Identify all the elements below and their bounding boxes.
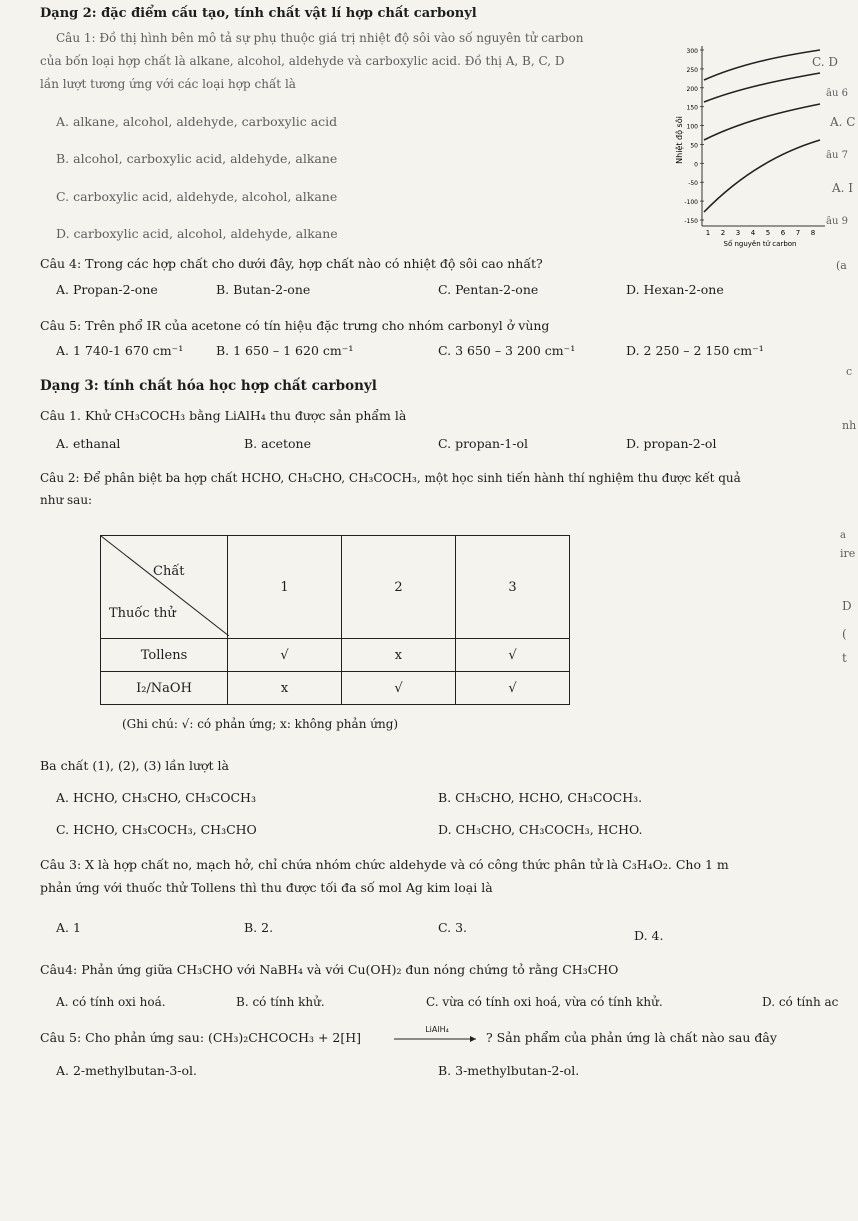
q1-line-1: Câu 1: Đồ thị hình bên mô tả sự phụ thuộc giá trị nhiệt độ sôi vào số nguyên tử carbon [56, 31, 584, 45]
y-tick-label: 50 [690, 142, 698, 150]
right-fragment-2: âu 6 [826, 88, 848, 99]
x-tick-label: 1 [705, 229, 711, 237]
section-title-2: Dạng 2: đặc điểm cấu tạo, tính chất vật lí hợp chất carbonyl [40, 6, 477, 21]
q4-text: Câu 4: Trong các hợp chất cho dưới đây, hợp chất nào có nhiệt độ sôi cao nhất? [40, 256, 543, 271]
table-col-header: 2 [341, 536, 455, 639]
s3q2-option-b: B. CH₃CHO, HCHO, CH₃COCH₃. [438, 790, 643, 805]
s3q1-option-d: D. propan-2-ol [626, 436, 717, 451]
table-row [101, 672, 570, 705]
x-tick-label: 3 [735, 229, 741, 237]
s3q4-option-a: A. có tính oxi hoá. [56, 995, 166, 1009]
s3q2-option-c: C. HCHO, CH₃COCH₃, CH₃CHO [56, 822, 257, 837]
curve-b [704, 73, 820, 102]
q5-option-c: C. 3 650 – 3 200 cm⁻¹ [438, 343, 576, 358]
reagent-table [100, 535, 570, 705]
y-tick-label: -150 [684, 218, 698, 225]
y-tick-label: 100 [686, 123, 698, 131]
q1-option-d: D. carboxylic acid, alcohol, aldehyde, alkane [56, 226, 338, 241]
s3q2-text-2: như sau: [40, 493, 93, 507]
s3q4-option-d: D. có tính ac [762, 995, 839, 1009]
s3q3-text-2: phản ứng với thuốc thử Tollens thì thu được tối đa số mol Ag kim loại là [40, 880, 493, 895]
q1-option-a: A. alkane, alcohol, aldehyde, carboxylic acid [56, 114, 338, 129]
right-fragment-8: c [846, 365, 853, 378]
q5-text: Câu 5: Trên phổ IR của acetone có tín hiệu đặc trưng cho nhóm carbonyl ở vùng [40, 318, 550, 333]
s3q5-text-after: ? Sản phẩm của phản ứng là chất nào sau đây [486, 1030, 777, 1045]
s3q1-option-c: C. propan-1-ol [438, 436, 528, 451]
curve-a [704, 104, 820, 140]
q1-line-3: lần lượt tương ứng với các loại hợp chất là [40, 77, 296, 91]
arrow-icon [392, 1024, 482, 1050]
right-fragment-1: C. D [812, 55, 839, 69]
table-cell: x [228, 672, 342, 705]
y-tick-label: -50 [688, 180, 698, 188]
q4-option-b: B. Butan-2-one [216, 282, 311, 297]
x-tick-label: 5 [765, 229, 771, 237]
corner-diagonal [101, 536, 229, 636]
q4-option-c: C. Pentan-2-one [438, 282, 539, 297]
y-axis-label: Nhiệt độ sôi [675, 116, 684, 164]
right-fragment-12: ire [840, 547, 856, 560]
x-axis-label: Số nguyên tử carbon [723, 240, 797, 248]
x-tick-label: 6 [780, 229, 786, 237]
table-row [101, 639, 570, 672]
s3q4-option-c: C. vừa có tính oxi hoá, vừa có tính khử. [426, 995, 663, 1009]
corner-top-label: Chất [153, 564, 185, 579]
y-tick-labels [684, 48, 704, 225]
section-title-3: Dạng 3: tính chất hóa học hợp chất carbonyl [40, 378, 377, 394]
s3q1-option-b: B. acetone [244, 436, 311, 451]
q5-option-d: D. 2 250 – 2 150 cm⁻¹ [626, 343, 764, 358]
table-corner-cell [101, 536, 228, 639]
q5-option-b: B. 1 650 – 1 620 cm⁻¹ [216, 343, 354, 358]
table-cell: √ [341, 672, 455, 705]
s3q5-option-b: B. 3-methylbutan-2-ol. [438, 1063, 580, 1078]
s3q3-option-a: A. 1 [56, 920, 81, 935]
y-tick-label: -100 [684, 199, 698, 207]
right-fragment-13: D [842, 599, 852, 613]
boiling-point-graph [660, 40, 830, 250]
x-tick-label: 8 [810, 229, 816, 237]
x-tick-label: 7 [795, 229, 801, 237]
q5-option-a: A. 1 740-1 670 cm⁻¹ [56, 343, 184, 358]
table-reagent-cell: I₂/NaOH [101, 672, 228, 705]
table-cell: √ [228, 639, 342, 672]
reaction-arrow [392, 1024, 482, 1050]
x-tick-label: 4 [750, 229, 756, 237]
arrow-label: LiAlH₄ [425, 1025, 449, 1034]
s3q5-text: Câu 5: Cho phản ứng sau: (CH₃)₂CHCOCH₃ + 2[H] [40, 1030, 362, 1045]
table-note: (Ghi chú: √: có phản ứng; x: không phản ứng) [122, 717, 399, 731]
table-cell: √ [455, 672, 569, 705]
right-fragment-9: nh [842, 419, 857, 432]
right-fragment-5: A. I [832, 181, 854, 195]
right-fragment-15: t [842, 651, 847, 665]
s3q1-option-a: A. ethanal [56, 436, 121, 451]
s3q2-option-a: A. HCHO, CH₃CHO, CH₃COCH₃ [56, 790, 256, 805]
s3q2-text: Câu 2: Để phân biệt ba hợp chất HCHO, CH₃CHO, CH₃COCH₃, một học sinh tiến hành thí nghiệm thu được kết quả [40, 471, 741, 485]
s3q4-text: Câu4: Phản ứng giữa CH₃CHO với NaBH₄ và với Cu(OH)₂ đun nóng chứng tỏ rằng CH₃CHO [40, 962, 619, 977]
q1-option-c: C. carboxylic acid, aldehyde, alcohol, alkane [56, 189, 338, 204]
q1-option-b: B. alcohol, carboxylic acid, aldehyde, alkane [56, 151, 338, 166]
y-tick-label: 300 [686, 48, 698, 55]
table-col-header: 1 [228, 536, 342, 639]
x-tick-label: 2 [720, 229, 726, 237]
s3q3-option-b: B. 2. [244, 920, 274, 935]
corner-bottom-label: Thuốc thử [109, 606, 176, 621]
table-cell: x [341, 639, 455, 672]
s3q4-option-b: B. có tính khử. [236, 995, 325, 1009]
q4-option-a: A. Propan-2-one [56, 282, 158, 297]
s3q5-option-a: A. 2-methylbutan-3-ol. [56, 1063, 198, 1078]
graph-svg [660, 40, 830, 250]
y-tick-label: 0 [694, 161, 698, 169]
s3q3-text: Câu 3: X là hợp chất no, mạch hở, chỉ chứa nhóm chức aldehyde và có công thức phân tử là C₃H₄O₂. Cho 1 m [40, 857, 729, 872]
y-tick-label: 250 [686, 66, 698, 74]
y-tick-label: 200 [686, 85, 698, 93]
s3q1-text: Câu 1. Khử CH₃COCH₃ bằng LiAlH₄ thu được sản phẩm là [40, 408, 407, 423]
y-tick-label: 150 [686, 104, 698, 112]
s3q3-option-c: C. 3. [438, 920, 467, 935]
table-cell: √ [455, 639, 569, 672]
right-fragment-6: âu 9 [826, 216, 848, 227]
right-fragment-11: a [840, 530, 846, 541]
table-col-header: 3 [455, 536, 569, 639]
q1-line-2: của bốn loại hợp chất là alkane, alcohol, aldehyde và carboxylic acid. Đồ thị A, B, C, D [40, 54, 565, 68]
right-fragment-14: ( [842, 627, 847, 641]
right-fragment-4: âu 7 [826, 150, 848, 161]
curve-d [704, 140, 820, 212]
q4-option-d: D. Hexan-2-one [626, 282, 724, 297]
table-reagent-cell: Tollens [101, 639, 228, 672]
right-fragment-3: A. C [830, 115, 856, 129]
x-tick-labels [706, 229, 815, 237]
right-fragment-7: (a [836, 259, 847, 272]
s3q2-stem: Ba chất (1), (2), (3) lần lượt là [40, 758, 230, 773]
s3q2-option-d: D. CH₃CHO, CH₃COCH₃, HCHO. [438, 822, 643, 837]
s3q3-option-d: D. 4. [634, 928, 664, 943]
